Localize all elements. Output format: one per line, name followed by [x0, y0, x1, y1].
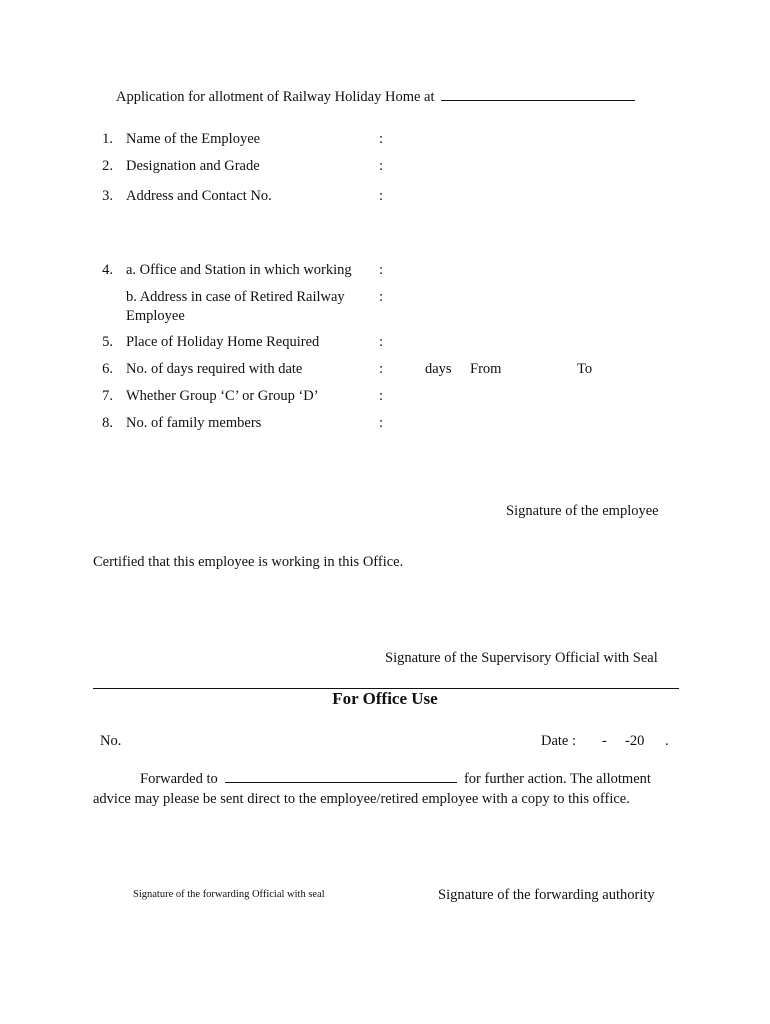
colon: : — [379, 188, 384, 204]
signature-employee-label: Signature of the employee — [506, 503, 659, 519]
item-label-retired-address: b. Address in case of Retired Railway — [126, 289, 345, 305]
item-number: 2. — [102, 158, 113, 174]
from-label: From — [470, 361, 502, 377]
colon: : — [379, 415, 384, 431]
certification-statement: Certified that this employee is working in this Office. — [93, 554, 404, 570]
form-title: Application for allotment of Railway Holiday Home at — [116, 89, 435, 105]
item-label-designation: Designation and Grade — [126, 158, 260, 174]
item-label-retired-address-cont: Employee — [126, 308, 185, 324]
colon: : — [379, 289, 384, 305]
colon: : — [379, 361, 384, 377]
item-number: 3. — [102, 188, 113, 204]
days-label: days — [425, 361, 452, 377]
colon: : — [379, 158, 384, 174]
signature-forwarding-official-label: Signature of the forwarding Official with seal — [133, 889, 325, 900]
to-label: To — [577, 361, 593, 377]
colon: : — [379, 262, 384, 278]
office-use-heading: For Office Use — [332, 689, 438, 708]
forwarded-line — [140, 770, 651, 788]
date-label: Date : — [541, 733, 577, 749]
item-number: 5. — [102, 334, 113, 350]
item-label-employee-name: Name of the Employee — [126, 131, 261, 147]
further-action-text: for further action. The allotment — [463, 771, 651, 787]
office-no-label: No. — [100, 733, 122, 749]
item-number: 7. — [102, 388, 113, 404]
date-end: . — [665, 733, 669, 749]
advice-text: advice may please be sent direct to the employee/retired employee with a copy to this office. — [93, 791, 630, 807]
item-number: 1. — [102, 131, 113, 147]
item-label-office-station: a. Office and Station in which working — [126, 262, 352, 278]
form-title-line — [116, 88, 635, 106]
colon: : — [379, 334, 384, 350]
date-separator: - — [602, 733, 607, 749]
item-label-holiday-home-place: Place of Holiday Home Required — [126, 334, 320, 350]
forwarded-to-label: Forwarded to — [140, 771, 218, 787]
item-label-days-required: No. of days required with date — [126, 361, 303, 377]
colon: : — [379, 388, 384, 404]
forwarded-to-field[interactable] — [225, 782, 457, 783]
holiday-home-location-field[interactable] — [441, 100, 635, 101]
item-label-group: Whether Group ‘C’ or Group ‘D’ — [126, 388, 319, 404]
colon: : — [379, 131, 384, 147]
item-label-address: Address and Contact No. — [126, 188, 272, 204]
item-number: 8. — [102, 415, 113, 431]
date-year: -20 — [625, 733, 645, 749]
signature-forwarding-authority-label: Signature of the forwarding authority — [438, 887, 655, 903]
item-number: 4. — [102, 262, 113, 278]
signature-supervisory-label: Signature of the Supervisory Official with Seal — [385, 650, 658, 666]
item-label-family-members: No. of family members — [126, 415, 262, 431]
item-number: 6. — [102, 361, 113, 377]
